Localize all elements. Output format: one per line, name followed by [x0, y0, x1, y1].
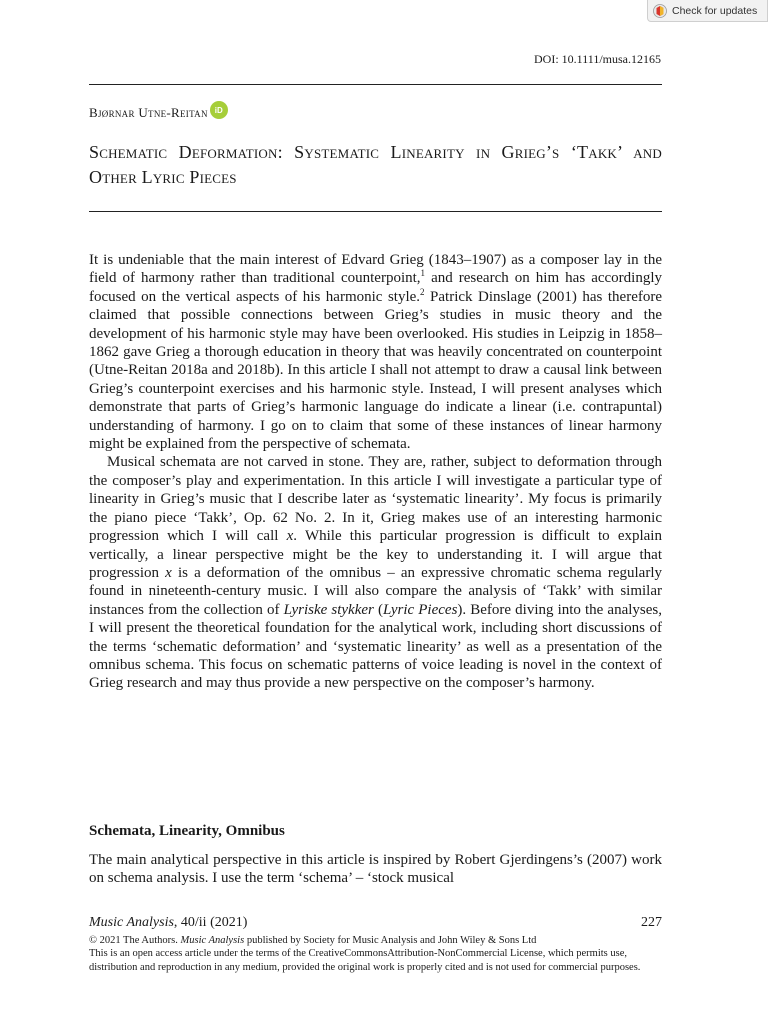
- author-line: [89, 105, 228, 121]
- paragraph: Musical schemata are not carved in stone. They are, rather, subject to deformation through the composer’s play and experimentation. In this article I will investigate a particular type of linearity in Grieg’s music that I describe later as ‘systematic linearity’. My focus is primarily the piano piece ‘Takk’, Op. 62 No. 2. In it, Grieg makes use of an interesting harmonic progression which I will call x. While this particular progression is difficult to explain vertically, a linear perspective might be the key to understanding it. I will argue that progression x is a deformation of the omnibus – an expressive chromatic schema regularly found in nineteenth-century music. I will also compare the analysis of ‘Takk’ with similar instances from the collection of Lyriske stykker (Lyric Pieces). Before diving into the analyses, I will present the theoretical foundation for the analytical work, including short discussions of the terms ‘schematic deformation’ and ‘systematic linearity’ as well as a presentation of the omnibus schema. This focus on schematic patterns of voice leading is novel in the context of Grieg research and may thus provide a new perspective on the composer’s harmony.: [89, 454, 662, 692]
- footer-journal: Music Analysis, 40/ii (2021): [89, 915, 248, 930]
- check-for-updates-badge[interactable]: [647, 0, 768, 22]
- paragraph: It is undeniable that the main interest of Edvard Grieg (1843–1907) as a composer lay in the field of harmony rather than traditional counterpoint,$^1$ and research on him has accordingly focused on the vertical aspects of his harmonic style.$^2$ Patrick Dinslage (2001) has therefore claimed that possible connections between Grieg’s studies in music theory and the development of his harmonic style may have been overlooked. His studies in Leipzig in 1858–1862 gave Grieg a thorough education in theory that was heavily concentrated on counterpoint (Utne-Reitan 2018a and 2018b). In this article I shall not attempt to draw a causal link between Grieg’s counterpoint exercises and his harmonic style. Instead, I will present analyses which demonstrate that parts of Grieg’s harmonic language do indicate a linear (i.e. contrapuntal) understanding of harmony. I go on to claim that some of these instances of linear harmony might be explained from the perspective of schemata.: [89, 252, 662, 453]
- check-for-updates-icon: [653, 4, 667, 18]
- orcid-icon[interactable]: iD: [210, 101, 228, 119]
- header-rule: [89, 84, 662, 85]
- doi[interactable]: DOI: 10.1111/musa.12165: [534, 52, 661, 66]
- footnote-ref-1[interactable]: 1: [420, 268, 426, 279]
- footer-license: [89, 934, 669, 974]
- check-for-updates-label: Check for updates: [672, 4, 758, 17]
- page-number: 227: [641, 915, 662, 930]
- article-body: [89, 251, 662, 693]
- footnote-ref-2[interactable]: 2: [420, 286, 425, 297]
- article-title: Schematic Deformation: Systematic Linearity in Grieg’s ‘Takk’ and Other Lyric Pieces: [89, 142, 662, 187]
- paragraph: The main analytical perspective in this article is inspired by Robert Gjerdingens’s (2007) work on schema analysis. I use the term ‘schema’ – ‘stock musical: [89, 852, 662, 887]
- section-body: [89, 851, 662, 888]
- title-rule: [89, 211, 662, 212]
- copyright-line: © 2021 The Authors. Music Analysis published by Society for Music Analysis and John Wiley & Sons Ltd: [89, 935, 537, 946]
- license-text: This is an open access article under the terms of the CreativeCommonsAttribution-NonCommercial License, which permits use, distribution and reproduction in any medium, provided the original work is properly cited and is not used for commercial purposes.: [89, 948, 641, 973]
- section-heading: Schemata, Linearity, Omnibus: [89, 823, 285, 839]
- author-name: Bjørnar Utne-Reitan: [89, 105, 208, 120]
